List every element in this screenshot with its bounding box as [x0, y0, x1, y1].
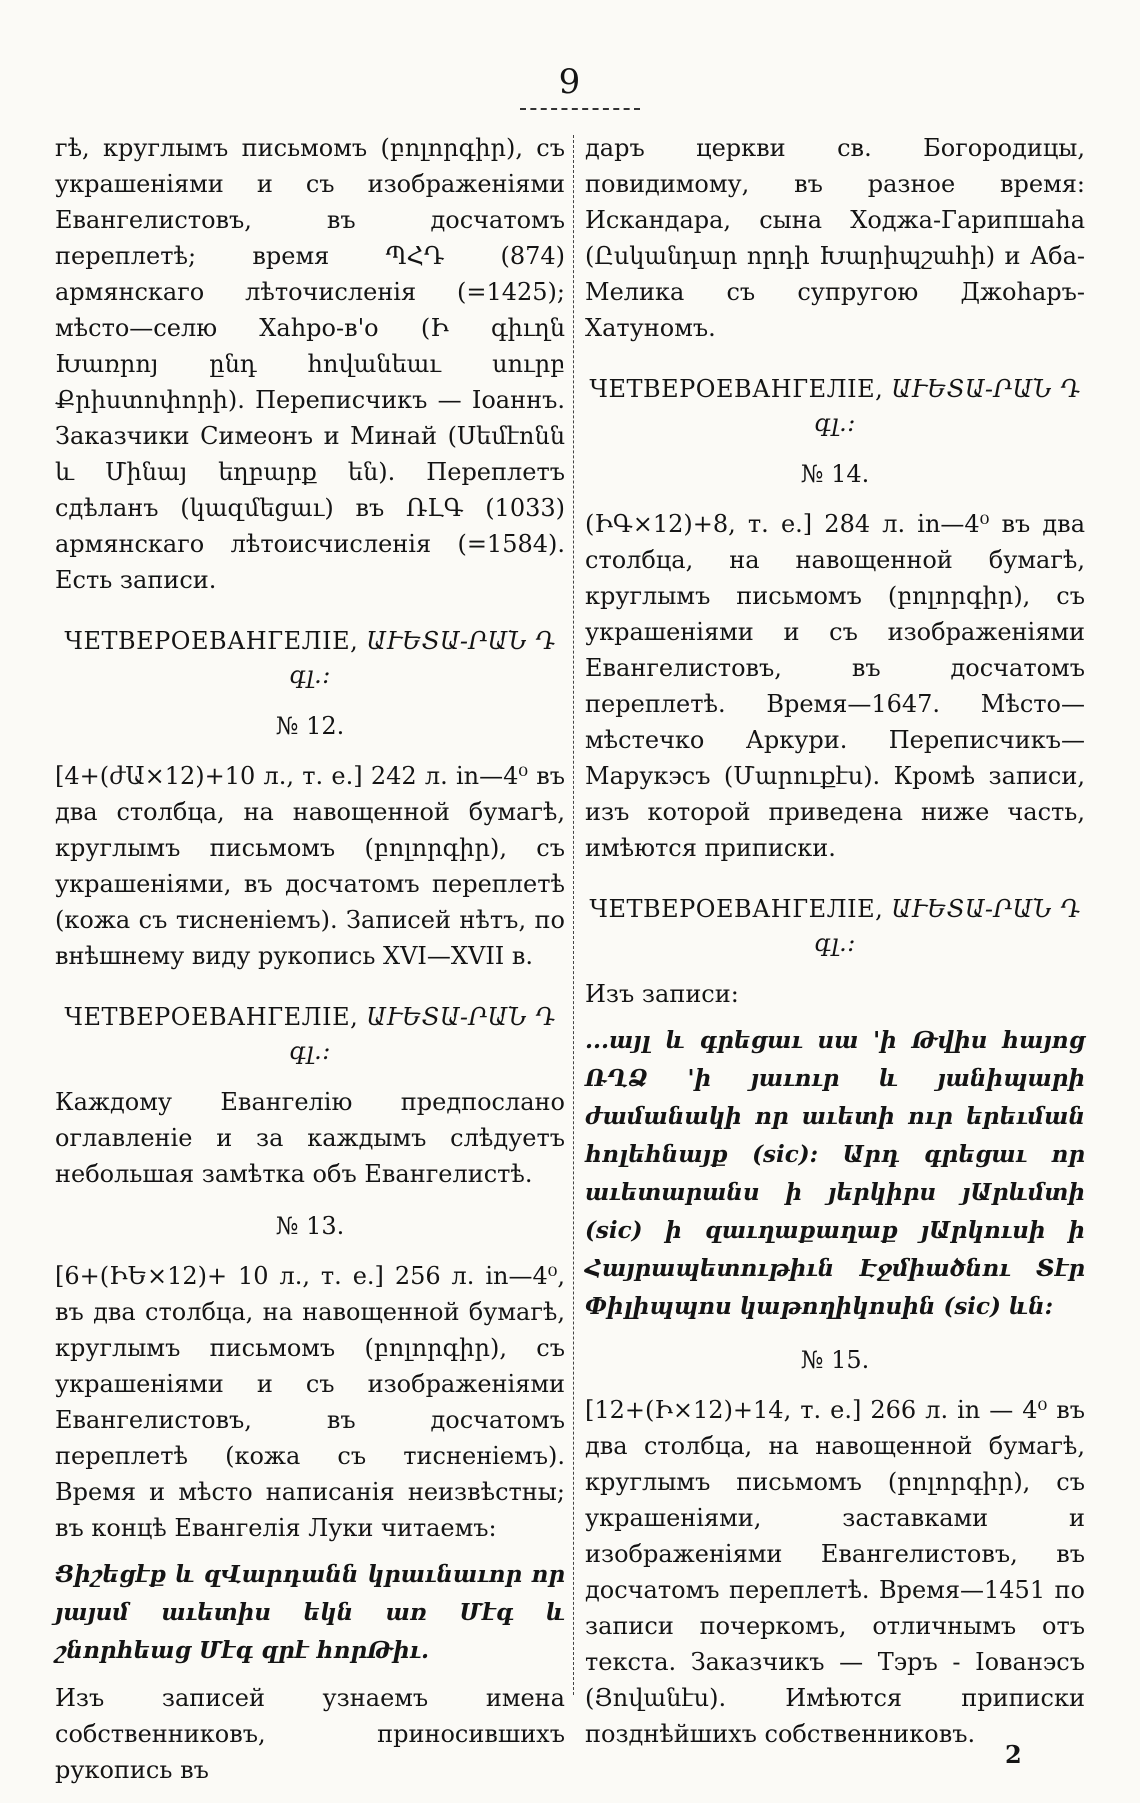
sheet-number: 2	[1005, 1740, 1022, 1769]
header-rule	[520, 108, 640, 110]
section-heading	[585, 892, 1085, 960]
paragraph: Изъ записей узнаемъ имена собственниковъ, приносившихъ рукопись въ	[55, 1684, 565, 1784]
manuscript-number: № 14.	[800, 460, 870, 488]
manuscript-number: № 15.	[800, 1346, 870, 1374]
heading-title: ЧЕТВЕРОЕВАНГЕЛІЕ,	[589, 895, 884, 923]
column-divider	[573, 135, 574, 1695]
armenian-quote: ...այլ և գրեցաւ սա 'ի Թվիս հայոց ՌՂՁ 'ի յաւուր և յանիպարի ժամանակի որ աւետի ուր երեւման հոլեհնայք (sic): Արդ գրեցաւ որ աւետարանս ի յերկիրս յԱրևմտի (sic) ի զաւղաքաղաք յԱրկուսի ի Հայրապետութիւն Էջմիածնու Տէր Փիլիպպոս կաթողիկոսին (sic) ևն:	[585, 1027, 1085, 1320]
paragraph: [6+(ԻԵ×12)+ 10 л., т. е.] 256 л. in—4⁰, въ два столбца, на навощенной бумагѣ, круглымъ письмомъ (բոլորգիր), съ украшеніями и съ изображеніями Евангелистовъ, въ досчатомъ переплетѣ (кожа съ тисненіемъ). Время и мѣсто написанія неизвѣстны; въ концѣ Евангелія Луки читаемъ:	[55, 1262, 565, 1542]
paragraph: [12+(Ի×12)+14, т. е.] 266 л. in — 4⁰ въ два столбца, на навощенной бумагѣ, круглымъ письмомъ (բոլորգիր), съ украшеніями, заставками и изображеніями Евангелистовъ, въ досчатомъ переплетѣ. Время—1451 по записи почеркомъ, отличнымъ отъ текста. Заказчикъ — Тэръ - Іованэсъ (Յովանէս). Имѣются приписки позднѣйшихъ собственниковъ.	[585, 1396, 1085, 1748]
section-heading	[55, 1000, 565, 1068]
heading-armenian: ԱՒԵՏԱ-ՐԱՆ Դ գլ.:	[289, 1003, 556, 1065]
armenian-quote: Ցիշեցէք և զՎարդանն կրաւնաւոր որ յայսմ աւետիս եկն առ Մէգ և շնորհեաց Մէգ զրէ հորԹիւ.	[55, 1561, 565, 1664]
heading-title: ЧЕТВЕРОЕВАНГЕЛІЕ,	[64, 627, 359, 655]
manuscript-number: № 13.	[275, 1212, 345, 1240]
paragraph: Изъ записи:	[585, 980, 739, 1008]
paragraph: даръ церкви св. Богородицы, повидимому, въ разное время: Искандара, сына Ходжа-Гарипшаhа (Ըսկանդար որդի Խարիպշահի) и Аба-Мелика съ супругою Джоhаръ-Хатуномъ.	[585, 134, 1085, 342]
section-heading	[55, 624, 565, 692]
left-column	[55, 130, 565, 1788]
heading-title: ЧЕТВЕРОЕВАНГЕЛІЕ,	[589, 375, 884, 403]
section-heading	[585, 372, 1085, 440]
heading-armenian: ԱՒԵՏԱ-ՐԱՆ Դ գլ.:	[289, 627, 556, 689]
paragraph: (ԻԳ×12)+8, т. е.] 284 л. in—4⁰ въ два столбца, на навощенной бумагѣ, круглымъ письмомъ (բոլորգիր), съ украшеніями и съ изображеніями Евангелистовъ, въ досчатомъ переплетѣ. Время—1647. Мѣсто—мѣстечко Аркури. Переписчикъ—Марукэсъ (Մարուքէս). Кромѣ записи, изъ которой приведена ниже часть, имѣются приписки.	[585, 510, 1085, 862]
heading-title: ЧЕТВЕРОЕВАНГЕЛІЕ,	[64, 1003, 359, 1031]
paragraph: Каждому Евангелію предпослано оглавленіе и за каждымъ слѣдуетъ небольшая замѣтка объ Евангелистѣ.	[55, 1088, 565, 1188]
heading-armenian: ԱՒԵՏԱ-ՐԱՆ Դ գլ.:	[814, 375, 1081, 437]
heading-armenian: ԱՒԵՏԱ-ՐԱՆ Դ գլ.:	[814, 895, 1081, 957]
paragraph: гѣ, круглымъ письмомъ (բոլորգիր), съ украшеніями и съ изображеніями Евангелистовъ, въ досчатомъ переплетѣ; время ՊՀԴ (874) армянскаго лѣточисленія (=1425); мѣсто—селю Хаhро-в'о (Ի գիւղն Խառրոյ ընդ հովանեաւ սուրբ Քրիստոփորի). Переписчикъ — Іоаннъ. Заказчики Симеонъ и Минай (Սեմէոնն և Մինայ եղբարք են). Переплетъ сдѣланъ (կազմեցաւ) въ ՌԼԳ (1033) армянскаго лѣтоисчисленія (=1584). Есть записи.	[55, 134, 565, 594]
page-number: 9	[558, 62, 582, 102]
paragraph: [4+(ժԱ×12)+10 л., т. е.] 242 л. in—4⁰ въ два столбца, на навощенной бумагѣ, круглымъ письмомъ (բոլորգիր), съ украшеніями, въ досчатомъ переплетѣ (кожа съ тисненіемъ). Записей нѣтъ, по внѣшнему виду рукопись XVI—XVII в.	[55, 762, 565, 970]
manuscript-number: № 12.	[275, 712, 345, 740]
right-column	[585, 130, 1085, 1752]
